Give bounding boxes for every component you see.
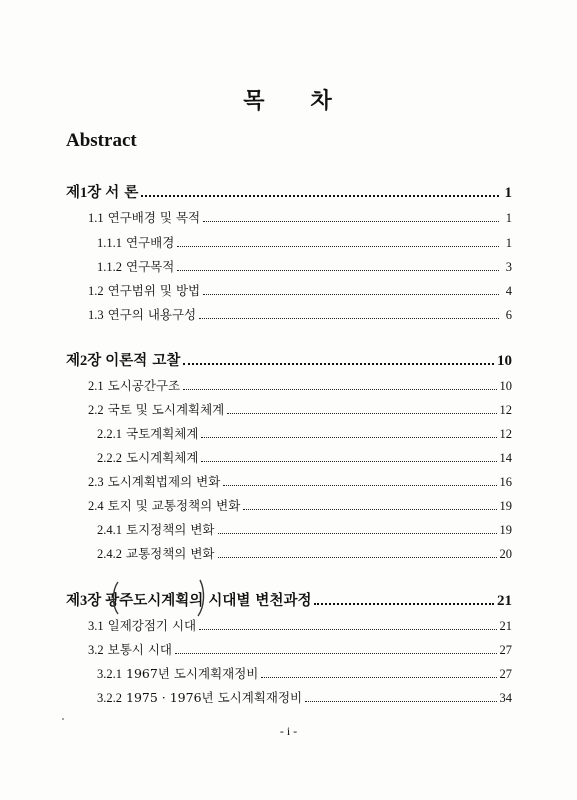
- chapter-number: 제1장: [66, 185, 102, 201]
- toc-section-3-2-1: [97, 665, 512, 683]
- dot-leader: [199, 629, 496, 630]
- section-title: 연구배경: [126, 235, 175, 250]
- chapter-title: 서 론: [105, 184, 139, 201]
- section-title: 도시계획법제의 변화: [107, 474, 221, 489]
- dot-leader: [243, 509, 496, 510]
- page-number: 1: [505, 211, 512, 225]
- page-number: 27: [499, 667, 512, 681]
- dot-leader: [201, 437, 496, 438]
- section-number: 2.3: [88, 475, 104, 489]
- toc-chapter-1: [66, 184, 512, 202]
- page-number: 6: [505, 308, 512, 322]
- chapter-title: 광주도시계획의 시대별 변천과정: [105, 592, 312, 609]
- section-title: 도시공간구조: [107, 378, 181, 393]
- toc-section-3-2: [88, 641, 512, 659]
- toc-section-1-1: [88, 209, 512, 227]
- dot-leader: [203, 294, 499, 295]
- toc-section-1-2: [88, 282, 512, 300]
- toc-section-1-1-1: [97, 234, 512, 252]
- page-number: 1: [504, 185, 512, 201]
- section-title: 1967년 도시계획재정비: [126, 666, 259, 681]
- section-title: 도시계획체계: [126, 450, 199, 465]
- page-footer-number: - i -: [279, 724, 298, 738]
- toc-section-2-4: [88, 497, 512, 515]
- page-number: 10: [497, 353, 512, 369]
- section-title: 보통시 시대: [107, 642, 172, 657]
- toc-section-2-2: [88, 401, 512, 419]
- title-char-right: 차: [310, 88, 334, 114]
- toc-section-1-3: [88, 306, 512, 324]
- page-number: 19: [499, 523, 512, 537]
- dot-leader: [227, 413, 496, 414]
- page-number: 19: [499, 499, 512, 513]
- section-number: 1.1: [88, 211, 104, 225]
- dot-leader: [177, 246, 499, 247]
- page-number: 12: [499, 403, 512, 417]
- toc-section-3-2-2: [97, 689, 512, 707]
- page-number: 20: [499, 547, 512, 561]
- dot-leader: [183, 389, 496, 390]
- page-number: 10: [499, 379, 512, 393]
- section-number: 2.4.2: [97, 547, 122, 561]
- section-number: 3.2: [88, 643, 104, 657]
- dot-leader: [314, 603, 494, 605]
- section-number: 3.2.1: [97, 667, 122, 681]
- section-title: 교통정책의 변화: [126, 546, 215, 561]
- scan-speck: [62, 718, 64, 720]
- toc-section-2-2-1: [97, 425, 512, 443]
- section-title: 연구배경 및 목적: [107, 210, 201, 225]
- page-number: 21: [497, 593, 512, 609]
- section-number: 2.4.1: [97, 523, 122, 537]
- page-number: 1: [505, 236, 512, 250]
- dot-leader: [199, 318, 499, 319]
- page-number: 34: [499, 691, 512, 705]
- toc-section-3-1: [88, 617, 512, 635]
- section-number: 2.4: [88, 499, 104, 513]
- section-number: 2.2.1: [97, 427, 122, 441]
- page-number: 3: [505, 260, 512, 274]
- dot-leader: [203, 221, 499, 222]
- section-title: 연구의 내용구성: [107, 307, 197, 322]
- dot-leader: [305, 701, 496, 702]
- section-title: 연구범위 및 방법: [107, 283, 201, 298]
- dot-leader: [201, 461, 496, 462]
- chapter-number: 제2장: [66, 353, 102, 369]
- section-title: 연구목적: [126, 259, 175, 274]
- page-number: 4: [505, 284, 512, 298]
- section-number: 1.1.2: [97, 260, 122, 274]
- dot-leader: [141, 195, 499, 197]
- toc-section-2-2-2: [97, 449, 512, 467]
- dot-leader: [177, 270, 499, 271]
- section-title: 1975 · 1976년 도시계획재정비: [126, 690, 303, 705]
- page-title: [0, 84, 577, 115]
- section-number: 1.3: [88, 308, 104, 322]
- section-number: 2.2.2: [97, 451, 122, 465]
- toc-chapter-2: [66, 352, 512, 370]
- section-title: 토지 및 교통정책의 변화: [107, 498, 241, 513]
- dot-leader: [218, 533, 497, 534]
- toc-section-1-1-2: [97, 258, 512, 276]
- toc-section-2-4-2: [97, 545, 512, 563]
- section-number: 3.2.2: [97, 691, 122, 705]
- dot-leader: [218, 557, 497, 558]
- chapter-title: 이론적 고찰: [105, 352, 181, 369]
- abstract-heading: Abstract: [66, 130, 137, 151]
- page-number: 16: [499, 475, 512, 489]
- section-title: 일제강점기 시대: [107, 618, 197, 633]
- page-number: 12: [499, 427, 512, 441]
- toc-section-2-4-1: [97, 521, 512, 539]
- dot-leader: [223, 485, 496, 486]
- toc-chapter-3: [66, 592, 512, 610]
- dot-leader: [183, 363, 494, 365]
- chapter-number: 제3장: [66, 593, 102, 609]
- section-title: 토지정책의 변화: [126, 522, 215, 537]
- section-number: 1.2: [88, 284, 104, 298]
- page-number: 27: [499, 643, 512, 657]
- toc-section-2-1: [88, 377, 512, 395]
- dot-leader: [261, 677, 496, 678]
- section-number: 3.1: [88, 619, 104, 633]
- page-number: 14: [499, 451, 512, 465]
- section-number: 1.1.1: [97, 236, 122, 250]
- section-title: 국토계획체계: [126, 426, 199, 441]
- section-number: 2.2: [88, 403, 104, 417]
- toc-section-2-3: [88, 473, 512, 491]
- page-number: 21: [499, 619, 512, 633]
- section-title: 국토 및 도시계획체계: [107, 402, 225, 417]
- dot-leader: [175, 653, 497, 654]
- title-char-left: 목: [243, 88, 267, 114]
- section-number: 2.1: [88, 379, 104, 393]
